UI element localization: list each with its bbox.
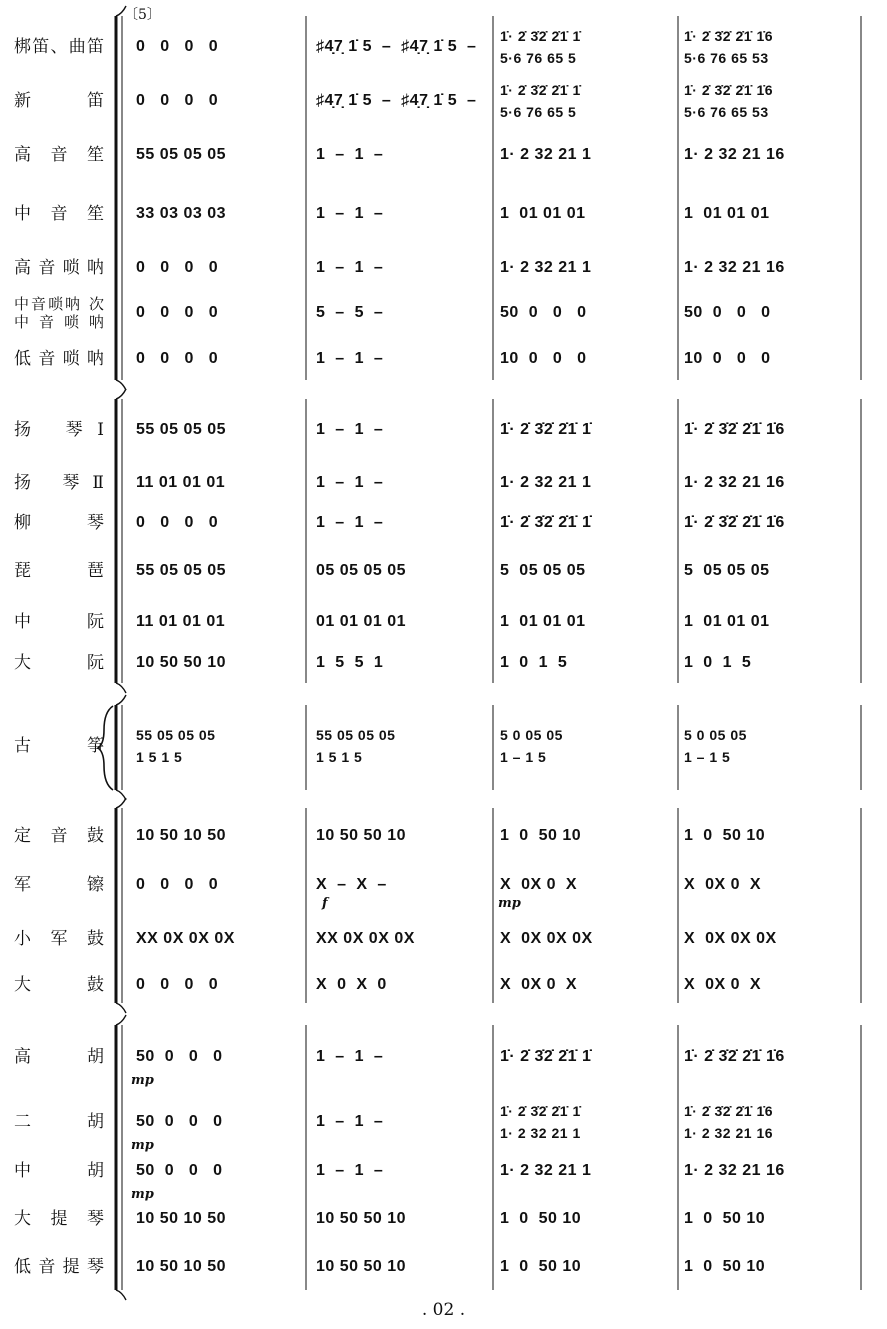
- measure-notation: 1· 2 32 21 16: [684, 146, 785, 163]
- dynamic-mark: f: [322, 896, 328, 911]
- measure-notation: 1̇· 2̇ 3̇2̇ 2̇1̇ 1̇: [500, 1048, 592, 1065]
- measure-notation: 50 0 0 0: [684, 304, 771, 321]
- measure-notation: X 0X 0X 0X: [500, 930, 593, 947]
- measure-notation: 5 05 05 05: [684, 562, 770, 579]
- measure-notation: 10 50 10 50: [136, 827, 227, 844]
- instrument-label: 柳 琴: [14, 513, 104, 533]
- instrument-label: 扬 琴Ⅰ: [14, 420, 104, 440]
- dynamic-mark: mp: [131, 1138, 154, 1153]
- dynamic-mark: mp: [131, 1187, 154, 1202]
- measure-notation: X 0X 0 X: [684, 976, 762, 993]
- measure-notation: 55 05 05 05 1 5 1 5: [316, 727, 396, 765]
- measure-notation: 1 5 5 1: [316, 654, 384, 671]
- measure-notation: 1· 2 32 21 1: [500, 259, 592, 276]
- measure-notation: 5 0 05 05 1 – 1 5: [684, 727, 747, 765]
- measure-notation: 10 50 10 50: [136, 1210, 227, 1227]
- measure-notation: 0 0 0 0: [136, 38, 219, 55]
- measure-notation: ♯4̣7̣ 1̇ 5 – ♯4̣7̣ 1̇ 5 –: [316, 92, 477, 109]
- measure-notation: 1 0 1 5: [500, 654, 568, 671]
- measure-notation: 1̇· 2̇ 3̇2̇ 2̇1̇ 1̇: [500, 421, 592, 438]
- measure-notation: 1 0 1 5: [684, 654, 752, 671]
- measure-notation: 1 0 50 10: [500, 1210, 582, 1227]
- bracket-hook: [116, 1290, 126, 1300]
- measure-notation: 1̇· 2̇ 3̇2̇ 2̇1̇ 1̇ 1· 2 32 21 1: [500, 1103, 581, 1141]
- measure-notation: 01 01 01 01: [316, 613, 407, 630]
- measure-notation: 1· 2 32 21 1: [500, 1162, 592, 1179]
- measure-notation: 1 0 50 10: [684, 1210, 766, 1227]
- dynamic-mark: mp: [498, 896, 521, 911]
- measure-notation: 0 0 0 0: [136, 514, 219, 531]
- dynamic-mark: mp: [131, 1073, 154, 1088]
- measure-notation: 0 0 0 0: [136, 259, 219, 276]
- bracket-hook: [116, 380, 126, 390]
- bracket-hook: [116, 790, 126, 800]
- measure-notation: 1 0 50 10: [500, 827, 582, 844]
- measure-notation: 10 50 50 10: [316, 827, 407, 844]
- measure-notation: 1 – 1 –: [316, 1162, 384, 1179]
- measure-notation: 1 0 50 10: [500, 1258, 582, 1275]
- measure-notation: 1 01 01 01: [684, 613, 770, 630]
- measure-notation: 10 0 0 0: [684, 350, 771, 367]
- measure-notation: 1· 2 32 21 16: [684, 474, 785, 491]
- measure-notation: 5 0 05 05 1 – 1 5: [500, 727, 563, 765]
- measure-notation: 1̇· 2̇ 3̇2̇ 2̇1̇ 1̇6 5·6 76 65 53: [684, 28, 774, 66]
- measure-notation: ♯4̣̣7̣ 1̇ 5 – ♯4̣7̣ 1̇ 5 –: [316, 38, 477, 55]
- instrument-label: 梆笛、曲笛: [14, 37, 104, 57]
- bracket-hook: [116, 389, 126, 399]
- measure-notation: 1 – 1 –: [316, 1048, 384, 1065]
- instrument-label: 高 音 笙: [14, 145, 104, 165]
- bracket-hook: [116, 695, 126, 705]
- bracket-hook: [116, 1015, 126, 1025]
- instrument-label: 定 音 鼓: [14, 826, 104, 846]
- measure-notation: 55 05 05 05 1 5 1 5: [136, 727, 216, 765]
- measure-notation: 0 0 0 0: [136, 876, 219, 893]
- measure-notation: 10 0 0 0: [500, 350, 587, 367]
- measure-notation: 50 0 0 0: [136, 1162, 223, 1179]
- measure-notation: 05 05 05 05: [316, 562, 407, 579]
- measure-notation: 10 50 10 50: [136, 1258, 227, 1275]
- instrument-label: 小 军 鼓: [14, 929, 104, 949]
- instrument-label: 低音唢呐: [14, 349, 104, 369]
- measure-notation: 1 – 1 –: [316, 259, 384, 276]
- measure-notation: 1 – 1 –: [316, 1113, 384, 1130]
- measure-notation: X 0X 0 X: [684, 876, 762, 893]
- measure-notation: 33 03 03 03: [136, 205, 227, 222]
- measure-notation: 10 50 50 10: [316, 1258, 407, 1275]
- measure-notation: 5 05 05 05: [500, 562, 586, 579]
- measure-notation: 1̇· 2̇ 3̇2̇ 2̇1̇ 1̇6: [684, 514, 785, 531]
- measure-notation: 1 0 50 10: [684, 827, 766, 844]
- measure-notation: 55 05 05 05: [136, 421, 227, 438]
- instrument-label: 军 镲: [14, 875, 104, 895]
- measure-notation: 10 50 50 10: [136, 654, 227, 671]
- instrument-label: 大 提 琴: [14, 1209, 104, 1229]
- rehearsal-mark: 〔5〕: [124, 7, 161, 23]
- measure-notation: 1̇· 2̇ 3̇2̇ 2̇1̇ 1̇ 5·6 76 65 5: [500, 28, 581, 66]
- bracket-hook: [116, 1003, 126, 1013]
- measure-notation: X 0X 0X 0X: [684, 930, 777, 947]
- measure-notation: 5 – 5 –: [316, 304, 384, 321]
- measure-notation: X 0X 0 X: [500, 876, 578, 893]
- instrument-label: 琵 琶: [14, 561, 104, 581]
- instrument-label: 扬 琴Ⅱ: [14, 473, 104, 493]
- measure-notation: 11 01 01 01: [136, 613, 226, 630]
- measure-notation: XX 0X 0X 0X: [136, 930, 235, 947]
- instrument-label: 中 音 笙: [14, 204, 104, 224]
- measure-notation: 1̇· 2̇ 3̇2̇ 2̇1̇ 1̇ 5·6 76 65 5: [500, 82, 581, 120]
- measure-notation: 1 01 01 01: [500, 205, 586, 222]
- measure-notation: 1 – 1 –: [316, 205, 384, 222]
- measure-notation: 55 05 05 05: [136, 562, 227, 579]
- measure-notation: 50 0 0 0: [136, 1113, 223, 1130]
- measure-notation: 1 – 1 –: [316, 421, 384, 438]
- bracket-hook: [116, 798, 126, 808]
- bracket-hook: [116, 683, 126, 693]
- instrument-label: 大 鼓: [14, 975, 104, 995]
- measure-notation: 0 0 0 0: [136, 350, 219, 367]
- measure-notation: 0 0 0 0: [136, 92, 219, 109]
- instrument-label: 二 胡: [14, 1112, 104, 1132]
- measure-notation: X – X –: [316, 876, 387, 893]
- measure-notation: X 0 X 0: [316, 976, 387, 993]
- measure-notation: 1 01 01 01: [684, 205, 770, 222]
- measure-notation: 1 – 1 –: [316, 474, 384, 491]
- instrument-label: 中 阮: [14, 612, 104, 632]
- instrument-label: 低音提琴: [14, 1257, 104, 1277]
- measure-notation: 0 0 0 0: [136, 304, 219, 321]
- measure-notation: 1̇· 2̇ 3̇2̇ 2̇1̇ 1̇6 5·6 76 65 53: [684, 82, 774, 120]
- measure-notation: 11 01 01 01: [136, 474, 226, 491]
- measure-notation: 50 0 0 0: [136, 1048, 223, 1065]
- measure-notation: 1̇· 2̇ 3̇2̇ 2̇1̇ 1̇6 1· 2 32 21 16: [684, 1103, 774, 1141]
- measure-notation: 1· 2 32 21 16: [684, 1162, 785, 1179]
- measure-notation: 1 – 1 –: [316, 146, 384, 163]
- measure-notation: 1 – 1 –: [316, 514, 384, 531]
- instrument-label: 高 胡: [14, 1047, 104, 1067]
- instrument-label: 大 阮: [14, 653, 104, 673]
- measure-notation: 0 0 0 0: [136, 976, 219, 993]
- measure-notation: 1· 2 32 21 1: [500, 146, 592, 163]
- measure-notation: 1· 2 32 21 1: [500, 474, 592, 491]
- instrument-label: 新 笛: [14, 91, 104, 111]
- instrument-label: 古 筝: [14, 736, 104, 756]
- measure-notation: XX 0X 0X 0X: [316, 930, 415, 947]
- measure-notation: 10 50 50 10: [316, 1210, 407, 1227]
- instrument-label: 高音唢呐: [14, 258, 104, 278]
- measure-notation: 1̇· 2̇ 3̇2̇ 2̇1̇ 1̇6: [684, 421, 785, 438]
- measure-notation: 1· 2 32 21 16: [684, 259, 785, 276]
- measure-notation: 1̇· 2̇ 3̇2̇ 2̇1̇ 1̇: [500, 514, 592, 531]
- page-number: . 02 .: [421, 1300, 466, 1320]
- instrument-label: 中音唢呐 次中音唢呐: [14, 295, 104, 331]
- measure-notation: X 0X 0 X: [500, 976, 578, 993]
- measure-notation: 1 – 1 –: [316, 350, 384, 367]
- measure-notation: 50 0 0 0: [500, 304, 587, 321]
- measure-notation: 55 05 05 05: [136, 146, 227, 163]
- measure-notation: 1 0 50 10: [684, 1258, 766, 1275]
- instrument-label: 中 胡: [14, 1161, 104, 1181]
- measure-notation: 1 01 01 01: [500, 613, 586, 630]
- measure-notation: 1̇· 2̇ 3̇2̇ 2̇1̇ 1̇6: [684, 1048, 785, 1065]
